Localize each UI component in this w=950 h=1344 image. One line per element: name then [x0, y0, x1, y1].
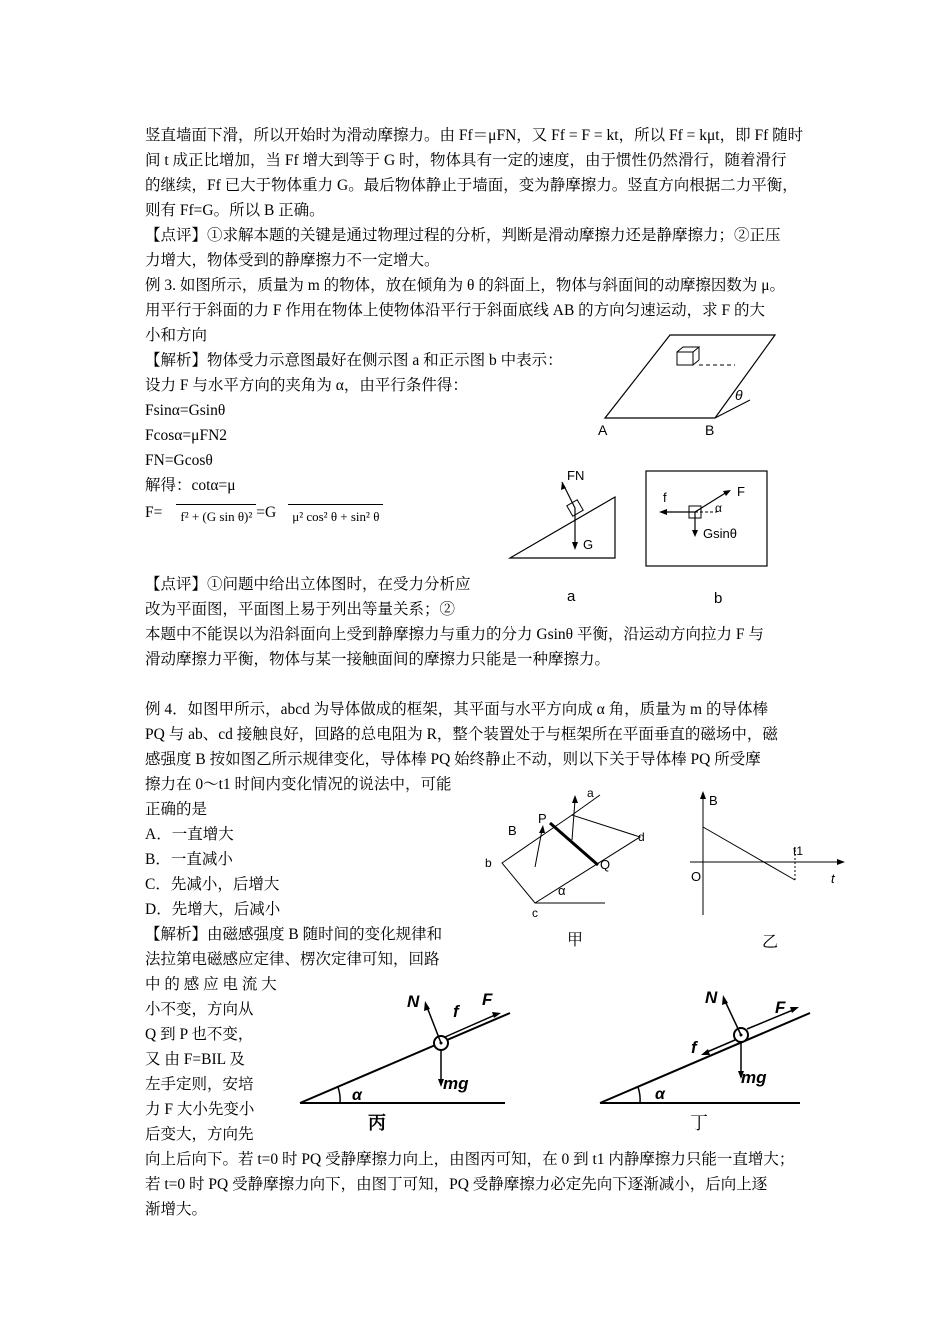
jia-label-b: b	[485, 856, 492, 870]
ex4-solution-line1: 【解析】由磁感强度 B 随时间的变化规律和	[145, 926, 443, 943]
label-G: G	[583, 537, 594, 552]
label-F: F	[737, 484, 745, 499]
option-c: C．先减小，后增大	[145, 876, 280, 893]
yi-label-t: t	[831, 871, 835, 886]
formula-sqrt2: μ² cos² θ + sin² θ	[288, 504, 383, 529]
yi-label-t1: t1	[793, 844, 804, 858]
figure-ding	[595, 985, 820, 1110]
option-d: D．先增大，后减小	[145, 901, 281, 918]
jia-label-B: B	[508, 823, 517, 838]
yi-label-B: B	[709, 793, 718, 808]
ex3-solution-eq2: Fcosα=μFN2	[145, 427, 228, 444]
ex4-solution-line7: 左手定则，安培	[145, 1076, 254, 1093]
bing-label-mg: mg	[443, 1074, 469, 1093]
jia-label-a: a	[587, 786, 594, 800]
bing-label-N: N	[407, 992, 420, 1011]
label-f: f	[663, 490, 667, 505]
ding-label-mg: mg	[741, 1068, 767, 1087]
comment3-line1: 【点评】①问题中给出立体图时，在受力分析应	[145, 576, 471, 593]
formula	[145, 500, 383, 525]
label-B: B	[705, 422, 715, 438]
ex4-solution-line6: 又 由 F=BIL 及	[145, 1051, 245, 1068]
comment3-line2: 改为平面图，平面图上易于列出等量关系；②	[145, 601, 456, 618]
ex4-solution-line9: 后变大，方向先	[145, 1126, 254, 1143]
ex4-solution-line4: 小不变，方向从	[145, 1001, 254, 1018]
ex4-line2: PQ 与 ab、cd 接触良好，回路的总电阻为 R，整个装置处于与框架所在平面垂直的磁场中，磁	[145, 726, 778, 743]
label-FN: FN	[567, 468, 585, 483]
para1-line1: 竖直墙面下滑，所以开始时为滑动摩擦力。由 Ff＝μFN，又 Ff = F = kt，所以 Ff = kμt，即 Ff 随时	[145, 127, 804, 144]
ex4-solution-line8: 力 F 大小先变小	[145, 1101, 255, 1118]
ex4-line1: 例 4．如图甲所示，abcd 为导体做成的框架，其平面与水平方向成 α 角，质量为 m 的导体棒	[145, 701, 768, 718]
figure-yi-graph	[685, 785, 850, 920]
para1-line4: 则有 Ff=G。所以 B 正确。	[145, 202, 325, 219]
label-A: A	[598, 422, 608, 438]
para1-line3: 的继续，Ff 已大于物体重力 G。最后物体静止于墙面，变为静摩擦力。竖直方向根据二力平衡，	[145, 177, 798, 194]
figure-jia	[480, 785, 655, 920]
figure-jia-caption: 甲	[567, 932, 584, 949]
jia-label-c: c	[532, 906, 538, 920]
ex4-solution-line12: 渐增大。	[145, 1201, 208, 1218]
figure-b-caption: b	[714, 590, 723, 607]
comment3-line3: 本题中不能误以为沿斜面向上受到静摩擦力与重力的分力 Gsinθ 平衡，沿运动方向拉力 F 与	[145, 626, 764, 643]
ex3-line3: 小和方向	[145, 327, 208, 344]
jia-label-P: P	[538, 811, 547, 826]
label-alpha: α	[715, 501, 722, 515]
jia-label-alpha: α	[558, 883, 566, 898]
ex3-solution-result: 解得：cotα=μ	[145, 477, 236, 494]
ding-label-alpha: α	[655, 1086, 665, 1103]
ex3-solution-eq1: Fsinα=Gsinθ	[145, 402, 226, 419]
ex4-solution-line2: 法拉第电磁感应定律、楞次定律可知，回路	[145, 951, 440, 968]
ding-label-F: F	[775, 998, 786, 1017]
ex3-solution-eq3: FN=Gcosθ	[145, 452, 213, 469]
figure-b-front-view	[645, 470, 770, 570]
label-theta: θ	[735, 387, 743, 403]
ex4-line5: 正确的是	[145, 801, 208, 818]
para1-line2: 间 t 成正比增加，当 Ff 增大到等于 G 时，物体具有一定的速度，由于惯性仍然滑行，随着滑行	[145, 152, 787, 169]
jia-label-d: d	[638, 830, 645, 844]
comment3-line4: 滑动摩擦力平衡，物体与某一接触面间的摩擦力只能是一种摩擦力。	[145, 651, 611, 668]
incline-3d-figure	[595, 330, 795, 445]
ex4-solution-line5: Q 到 P 也不变，	[145, 1026, 254, 1043]
option-b: B．一直减小	[145, 851, 233, 868]
ex4-solution-line3: 中 的 感 应 电 流 大	[145, 976, 277, 993]
bing-label-alpha: α	[352, 1087, 362, 1104]
figure-a-side-view	[505, 462, 625, 562]
ex3-solution-line1: 【解析】物体受力示意图最好在侧示图 a 和正示图 b 中表示：	[145, 352, 563, 369]
figure-ding-caption: 丁	[690, 1113, 708, 1133]
ex3-solution-line2: 设力 F 与水平方向的夹角为 α，由平行条件得：	[145, 377, 468, 394]
ex4-line4: 擦力在 0～t1 时间内变化情况的说法中，可能	[145, 776, 452, 793]
bing-label-f: f	[453, 1002, 459, 1021]
ding-label-N: N	[705, 988, 718, 1007]
ex3-line2: 用平行于斜面的力 F 作用在物体上使物体沿平行于斜面底线 AB 的方向匀速运动，求 F 的大	[145, 302, 766, 319]
yi-label-O: O	[691, 869, 702, 884]
ex3-line1: 例 3. 如图所示，质量为 m 的物体，放在倾角为 θ 的斜面上，物体与斜面间的动摩擦因数为 μ。	[145, 277, 786, 294]
comment1-line1: 【点评】①求解本题的关键是通过物理过程的分析，判断是滑动摩擦力还是静摩擦力；②正压	[145, 227, 781, 244]
ex4-line3: 感强度 B 按如图乙所示规律变化，导体棒 PQ 始终静止不动，则以下关于导体棒 PQ 所受摩	[145, 751, 761, 768]
label-Gsin: Gsinθ	[703, 526, 737, 541]
ex4-solution-line10: 向上后向下。若 t=0 时 PQ 受静摩擦力向上，由图丙可知，在 0 到 t1 内静摩擦力只能一直增大；	[145, 1151, 795, 1168]
bing-label-F: F	[482, 990, 493, 1009]
comment1-line2: 力增大，物体受到的静摩擦力不一定增大。	[145, 252, 440, 269]
ex4-solution-line11: 若 t=0 时 PQ 受静摩擦力向下，由图丁可知，PQ 受静摩擦力必定先向下逐渐减小，后向上逐	[145, 1176, 768, 1193]
formula-lhs: F=	[145, 504, 163, 521]
option-a: A．一直增大	[145, 826, 234, 843]
ding-label-f: f	[691, 1038, 697, 1057]
formula-sqrt1: f² + (G sin θ)²	[176, 504, 256, 529]
figure-bing	[295, 985, 520, 1110]
figure-a-caption: a	[567, 588, 576, 605]
figure-bing-caption: 丙	[368, 1113, 386, 1133]
formula-mid: =G	[256, 504, 277, 521]
figure-yi-caption: 乙	[762, 934, 779, 951]
jia-label-Q: Q	[600, 857, 611, 872]
